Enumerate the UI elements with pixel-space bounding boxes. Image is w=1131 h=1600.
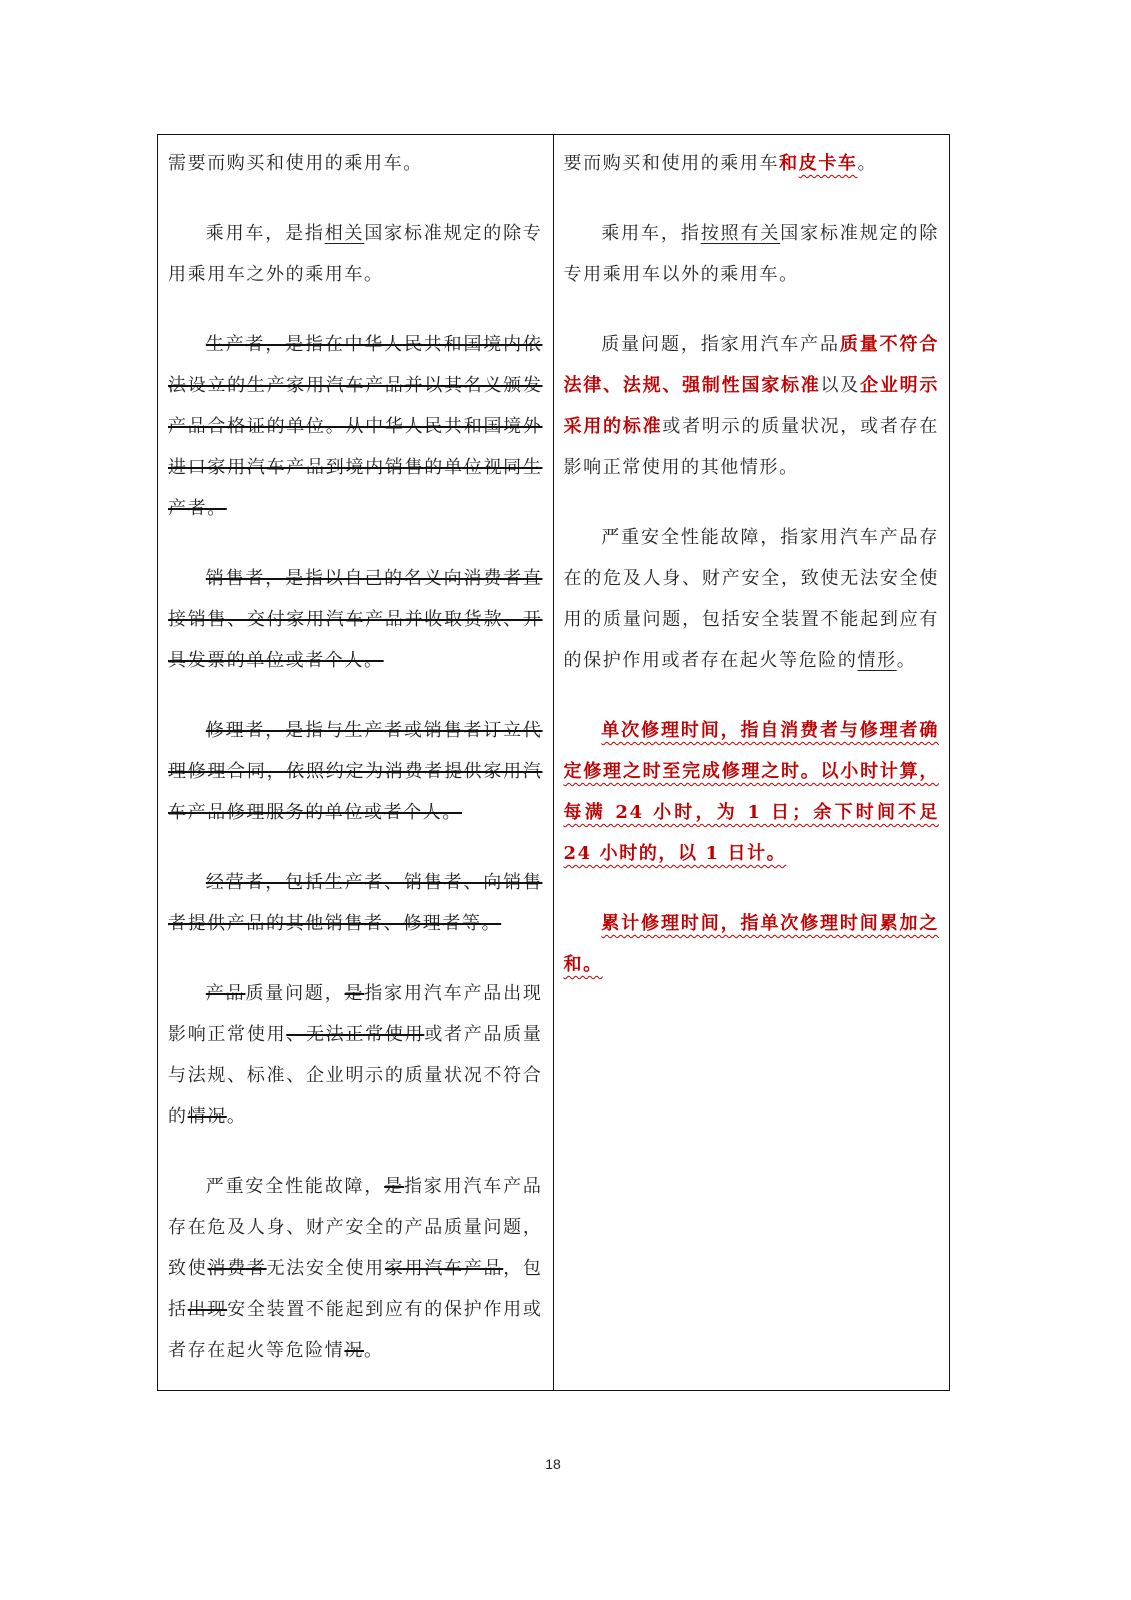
red-wavy-text-segment: 单次修理时间，指自消费者与修理者确定修理之时至完成修理之时。以小时计算，每满 24 小时，为 1 日；余下时间不足 24 小时的，以 1 日计。 [563,720,939,864]
text-segment: 严重安全性能故障，指家用汽车产品存在的危及人身、财产安全，致使无法安全使用的质量问题，包括安全装置不能起到应有的保护作用或者存在起火等危险的 [563,527,939,671]
text-segment: 质量问题， [245,983,345,1004]
text-segment: 需要而购买和使用的乘用车。 [168,153,423,174]
text-segment: 。 [364,1340,384,1361]
paragraph [564,517,940,681]
text-segment: 乘用车，是指 [205,223,325,244]
paragraph [564,324,940,488]
red-wavy-text-segment: 累计修理时间，指单次修理时间累加之和。 [563,913,939,975]
strike-text-segment: 销售者，是指以自己的名义向消费者直接销售、交付家用汽车产品并收取货款、开具发票的单位或者个人。 [168,568,543,671]
text-segment: 指家用汽车产品存在危及人身、财产安全的产品质量问题，致使 [168,1176,543,1279]
strike-text-segment: 、无法正常使用 [286,1024,425,1045]
red-text-segment: 企业明示采用的标准 [563,375,939,437]
strike-text-segment: 经营者，包括生产者、销售者、向销售者提供产品的其他销售者、修理者等。 [168,872,543,934]
text-segment: 国家标准规定的除专用乘用车以外的乘用车。 [563,223,939,285]
paragraph [564,143,940,184]
strike-text-segment: 是 [344,983,365,1004]
text-segment: 。 [226,1106,247,1127]
strike-text-segment: 产品 [205,983,246,1004]
strike-text-segment: 况 [344,1340,365,1361]
strike-text-segment: 家用汽车产品 [384,1258,504,1279]
paragraph [168,862,543,944]
strike-text-segment: 修理者，是指与生产者或销售者订立代理修理合同，依照约定为消费者提供家用汽车产品修理服务的单位或者个人。 [168,720,543,823]
text-segment: ，包括 [168,1258,543,1320]
text-segment: 或者明示的质量状况，或者存在影响正常使用的其他情形。 [563,416,939,478]
page-number: 18 [545,1456,561,1472]
text-segment: 质量问题，指家用汽车产品 [601,334,840,355]
strike-text-segment: 消费者 [207,1258,267,1279]
paragraph [168,558,543,681]
paragraph [564,903,940,985]
strike-text-segment: 出现 [187,1299,228,1320]
strike-text-segment: 生产者，是指在中华人民共和国境内依法设立的生产家用汽车产品并以其名义颁发产品合格证的单位。从中华人民共和国境外进口家用汽车产品到境内销售的单位视同生产者。 [168,334,543,519]
text-segment: 要而购买和使用的乘用车 [563,153,780,174]
right-column-revised-text [554,135,950,1390]
paragraph [168,143,543,184]
paragraph [168,710,543,833]
red-text-segment: 质量不符合法律、法规、强制性国家标准 [563,334,939,396]
strike-text-segment: 情况 [187,1106,227,1127]
strike-text-segment: 是 [384,1176,404,1197]
comparison-table [157,134,950,1391]
text-segment: 。 [857,153,878,174]
text-segment: 乘用车，指 [601,223,701,244]
under-text-segment: 相关 [324,223,365,244]
paragraph [168,973,543,1137]
text-segment: 以及 [820,375,861,396]
paragraph [564,213,940,295]
text-segment: 安全装置不能起到应有的保护作用或者存在起火等危险情 [168,1299,543,1361]
under-text-segment: 按照有关 [700,223,781,244]
text-segment: 严重安全性能故障， [205,1176,385,1197]
red-text-segment: 和 [779,153,799,174]
text-segment: 或者产品质量与法规、标准、企业明示的质量状况不符合的 [168,1024,543,1127]
paragraph [564,710,940,874]
under-text-segment: 情形 [857,650,897,671]
paragraph [168,324,543,529]
paragraph [168,1166,543,1371]
text-segment: 无法安全使用 [266,1258,385,1279]
text-segment: 指家用汽车产品出现影响正常使用 [168,983,543,1045]
text-segment: 。 [896,650,917,671]
red-wavy-text-segment: 皮卡车 [798,153,858,174]
paragraph [168,213,543,295]
text-segment: 国家标准规定的除专用乘用车之外的乘用车。 [168,223,543,285]
left-column-original-text [158,135,554,1390]
